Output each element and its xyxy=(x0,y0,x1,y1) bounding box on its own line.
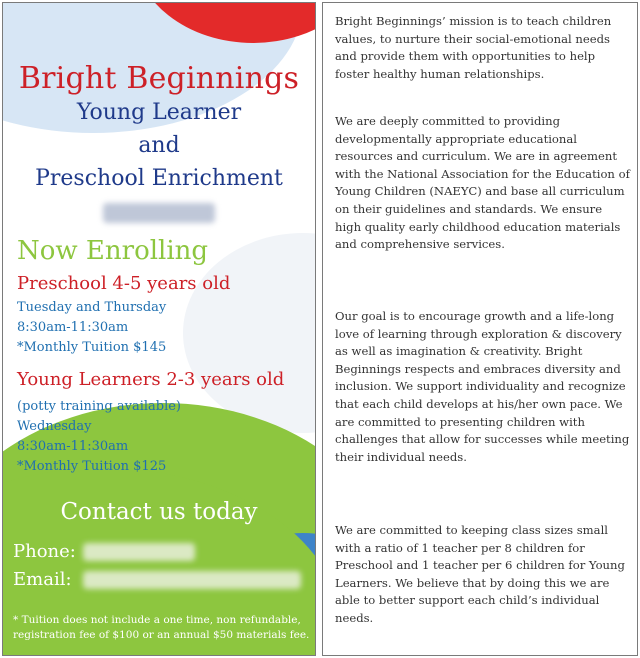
school-title: Bright Beginnings xyxy=(18,61,300,96)
phone-label: Phone: xyxy=(13,541,76,562)
now-enrolling-heading: Now Enrolling xyxy=(17,236,209,266)
contact-heading: Contact us today xyxy=(60,499,258,525)
flyer-front-panel xyxy=(2,2,316,656)
subtitle-preschool-enrichment: Preschool Enrichment xyxy=(35,166,283,191)
goal-paragraph: Our goal is to encourage growth and a life-long love of learning through exploration & discovery as well as imagination & creativity. Bright Beginnings respects and embraces diversity and inclusion. We support individuality and recognize that each child develops at his/her own pace. We are committed to presenting children with challenges that allow for successes while meeting their individual needs. xyxy=(335,309,630,464)
young-learners-hours: 8:30am-11:30am xyxy=(17,439,129,454)
preschool-program-title: Preschool 4-5 years old xyxy=(17,273,231,294)
preschool-tuition: *Monthly Tuition $145 xyxy=(17,340,167,355)
mission-paragraph: Bright Beginnings’ mission is to teach children values, to nurture their social-emotional needs and provide them with opportunities to help foster healthy human relationships. xyxy=(335,14,612,81)
flyer-info-panel xyxy=(322,2,638,656)
blurred-phone-number xyxy=(83,543,195,561)
email-label: Email: xyxy=(13,569,72,590)
young-learners-day: Wednesday xyxy=(17,419,92,434)
tuition-footnote: * Tuition does not include a one time, non refundable, registration fee of $100 or an annual $50 materials fee. xyxy=(13,614,310,641)
blurred-email-address xyxy=(83,571,301,589)
class-size-paragraph: We are committed to keeping class sizes small with a ratio of 1 teacher per 8 children for Preschool and 1 teacher per 6 children for Young Learners. We believe that by doing this we are able to better support each child’s individual needs. xyxy=(335,523,625,625)
young-learners-tuition: *Monthly Tuition $125 xyxy=(17,459,167,474)
preschool-hours: 8:30am-11:30am xyxy=(17,320,129,335)
blurred-address xyxy=(103,203,215,223)
young-learners-program-title: Young Learners 2-3 years old xyxy=(17,369,285,390)
subtitle-and: and xyxy=(138,133,180,158)
preschool-days: Tuesday and Thursday xyxy=(17,300,167,315)
curriculum-paragraph: We are deeply committed to providing developmentally appropriate educational resources and curriculum. We are in agreement with the National Association for the Education of Young Children (NAEYC) and base all curriculum on their guidelines and standards. We ensure high quality early childhood education materials and comprehensive services. xyxy=(335,114,630,252)
young-learners-note: (potty training available) xyxy=(17,399,182,414)
subtitle-young-learner: Young Learner xyxy=(76,100,242,125)
